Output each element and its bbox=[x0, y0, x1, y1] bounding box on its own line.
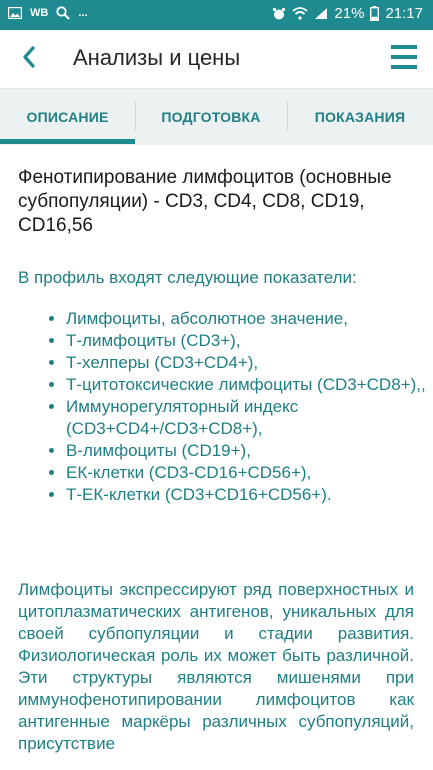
battery-level: 21% bbox=[334, 5, 365, 22]
signal-icon bbox=[314, 7, 328, 20]
tab-preparation[interactable]: ПОДГОТОВКА bbox=[161, 109, 261, 125]
clock: 21:17 bbox=[385, 5, 423, 22]
more-notifications: ... bbox=[78, 7, 88, 19]
list-item: • Т-лимфоциты (CD3+), bbox=[66, 330, 433, 352]
app-label: WB bbox=[30, 7, 49, 19]
list-item: • В-лимфоциты (CD19+), bbox=[66, 440, 433, 462]
profile-intro: В профиль входят следующие показатели: bbox=[18, 268, 357, 287]
list-item: • Лимфоциты, абсолютное значение, bbox=[66, 308, 433, 330]
list-item: • Т-цитотоксические лимфоциты (CD3+CD8+),, bbox=[66, 374, 433, 396]
search-icon bbox=[56, 6, 70, 20]
tab-bar bbox=[0, 88, 433, 145]
status-bar bbox=[0, 0, 433, 30]
app-bar bbox=[0, 30, 433, 88]
wifi-icon bbox=[292, 7, 308, 20]
active-tab-indicator bbox=[0, 139, 135, 144]
list-item: • ЕК-клетки (CD3-CD16+CD56+), bbox=[66, 462, 433, 484]
page-title: Анализы и цены bbox=[73, 45, 241, 70]
gallery-icon bbox=[8, 7, 22, 19]
back-button[interactable] bbox=[22, 42, 36, 74]
alarm-icon bbox=[272, 7, 286, 21]
hamburger-menu-icon bbox=[391, 45, 417, 49]
description-paragraph: Лимфоциты экспрессируют ряд поверхностных и цитоплазматических антигенов, уникальных для своей субпопуляции и стадии развития. Физиологическая роль их может быть различной. Эти структуры являются мишенями при иммунофенотипировании лимфоцитов как антигенные маркёры различных субпопуляций, присутствие bbox=[18, 580, 414, 753]
chevron-left-icon bbox=[22, 46, 36, 68]
tab-indications[interactable]: ПОКАЗАНИЯ bbox=[314, 109, 406, 125]
list-item: • Т-хелперы (CD3+CD4+), bbox=[66, 352, 433, 374]
tab-description[interactable]: ОПИСАНИЕ bbox=[26, 109, 109, 125]
content-area[interactable] bbox=[0, 145, 433, 770]
battery-icon bbox=[370, 6, 379, 21]
indicator-list bbox=[40, 308, 433, 506]
list-item: • Т-ЕК-клетки (CD3+CD16+CD56+). bbox=[66, 484, 433, 506]
list-item: • Иммунорегуляторный индекс (CD3+CD4+/CD3+CD8+), bbox=[66, 396, 433, 440]
menu-button[interactable] bbox=[391, 45, 417, 69]
test-title: Фенотипирование лимфоцитов (основные субпопуляции) - CD3, CD4, CD8, CD19, CD16,56 bbox=[18, 167, 392, 236]
